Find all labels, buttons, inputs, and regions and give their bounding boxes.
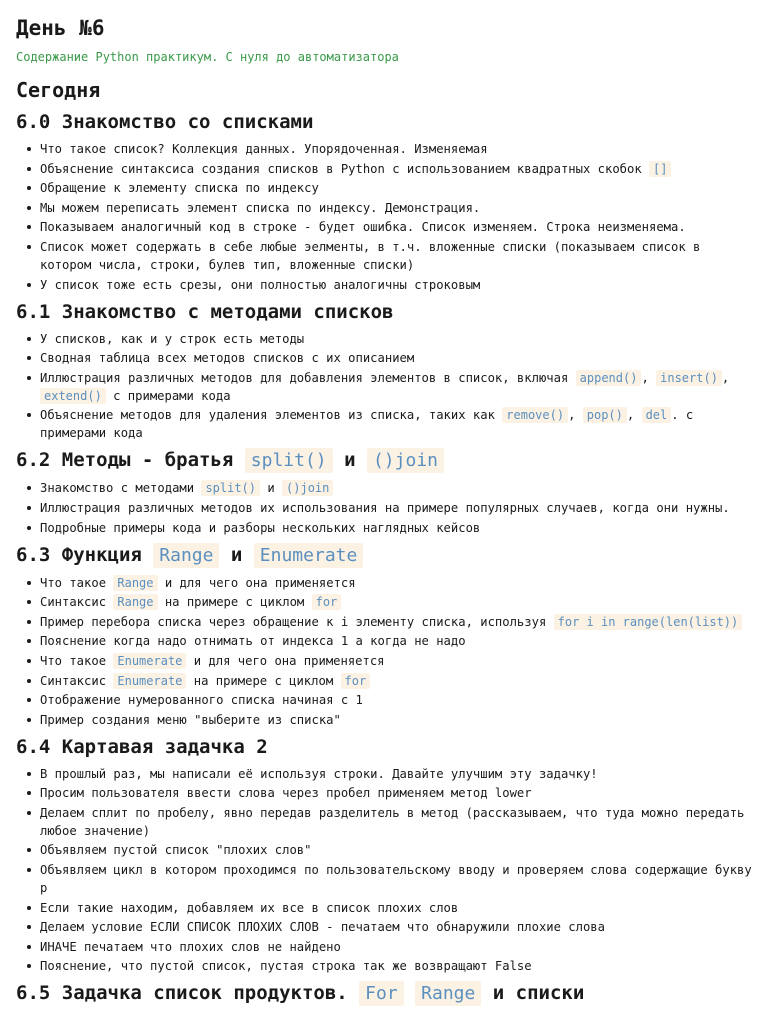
list-item: Иллюстрация различных методов для добавления элементов в список, включая append() , insert() , extend() с примерами кода <box>40 369 752 405</box>
list-item: Обращение к элементу списка по индексу <box>40 179 752 197</box>
list-item: Знакомство с методами split() и ()join <box>40 479 752 497</box>
list-item: Список может содержать в себе любые эелменты, в т.ч. вложенные списки (показываем список в котором числа, строки, булев тип, вложенные списки) <box>40 238 752 274</box>
section-6-4-list <box>16 765 752 976</box>
list-item: Объявляем цикл в котором проходимся по пользовательскому вводу и проверяем слова содержащие букву р <box>40 863 752 896</box>
list-item: Иллюстрация различных методов их использования на примере популярных случаев, когда они нужны. <box>40 499 752 517</box>
heading-code: Range <box>415 981 481 1006</box>
list-item: Объяснение синтаксиса создания списков в Python с использованием квадратных скобок [] <box>40 160 752 178</box>
list-item: Сводная таблица всех методов списков с их описанием <box>40 349 752 367</box>
section-6-1-list <box>16 330 752 443</box>
heading-code: Enumerate <box>254 543 364 568</box>
inline-code: for i in range(len(list)) <box>554 614 743 630</box>
list-item: Объявляем пустой список "плохих слов" <box>40 841 752 859</box>
list-item: Делаем условие ЕСЛИ СПИСОК ПЛОХИХ СЛОВ - печатаем что обнаружили плохие слова <box>40 918 752 936</box>
inline-code: Enumerate <box>113 673 186 689</box>
list-item: Мы можем переписать элемент списка по индексу. Демонстрация. <box>40 199 752 217</box>
heading-code: For <box>359 981 404 1006</box>
heading-code: split() <box>245 448 333 473</box>
inline-code: append() <box>576 370 642 386</box>
inline-code: Enumerate <box>113 653 186 669</box>
section-6-1-heading: 6.1 Знакомство с методами списков <box>16 300 394 323</box>
section-6-3-heading: 6.3 Функция Range и Enumerate <box>16 541 752 570</box>
inline-code: ()join <box>282 480 333 496</box>
list-item: Отображение нумерованного списка начиная с 1 <box>40 691 752 709</box>
section-6-0-heading: 6.0 Знакомство со списками <box>16 111 314 133</box>
inline-code: extend() <box>40 388 106 404</box>
list-item: ИНАЧЕ печатаем что плохих слов не найдено <box>40 938 752 956</box>
section-6-3-list <box>16 574 752 729</box>
inline-code: pop() <box>583 407 627 423</box>
inline-code: insert() <box>656 370 722 386</box>
heading-code: ()join <box>367 448 444 473</box>
section-6-5-heading: 6.5 Задачка список продуктов. For Range и списки <box>16 982 585 1005</box>
list-item: Что такое Range и для чего она применяется <box>40 574 752 592</box>
section-6-2-list <box>16 479 752 536</box>
list-item: У список тоже есть срезы, они полностью аналогичны строковым <box>40 276 752 294</box>
inline-code: for <box>341 673 371 689</box>
subtitle-link[interactable]: Содержание Python практикум. С нуля до автоматизатора <box>16 50 399 64</box>
heading-code: Range <box>153 543 219 568</box>
list-item: Делаем сплит по пробелу, явно передав разделитель в метод (рассказываем, что туда можно передать любое значение) <box>40 804 752 840</box>
list-item: В прошлый раз, мы написали её используя строки. Давайте улучшим эту задачку! <box>40 765 752 783</box>
section-6-4-heading: 6.4 Картавая задачка 2 <box>16 735 268 758</box>
list-item: Показываем аналогичный код в строке - будет ошибка. Список изменяем. Строка неизменяема. <box>40 218 752 236</box>
inline-code: Range <box>113 575 157 591</box>
list-item: Объяснение методов для удаления элементов из списка, таких как remove() , pop() , del . с примерами кода <box>40 406 752 442</box>
list-item: Синтаксис Range на примере с циклом for <box>40 593 752 611</box>
today-heading: Сегодня <box>16 78 101 102</box>
list-item: Что такое Enumerate и для чего она применяется <box>40 652 752 670</box>
inline-code: Range <box>113 594 157 610</box>
list-item: Пояснение когда надо отнимать от индекса 1 а когда не надо <box>40 632 752 650</box>
page-title: День №6 <box>16 16 105 40</box>
inline-code: split() <box>201 480 260 496</box>
list-item: Что такое список? Коллекция данных. Упорядоченная. Изменяемая <box>40 140 752 158</box>
section-6-0-list <box>16 140 752 294</box>
list-item: Подробные примеры кода и разборы нескольких наглядных кейсов <box>40 519 752 537</box>
inline-code: remove() <box>502 407 568 423</box>
list-item: Пример создания меню "выберите из списка" <box>40 711 752 729</box>
list-item: Синтаксис Enumerate на примере с циклом for <box>40 672 752 690</box>
list-item: Просим пользователя ввести слова через пробел применяем метод lower <box>40 784 752 802</box>
list-item: У списков, как и у строк есть методы <box>40 330 752 348</box>
section-6-2-heading: 6.2 Методы - братья split() и ()join <box>16 446 752 475</box>
inline-code: for <box>312 594 342 610</box>
inline-code: del <box>642 407 672 423</box>
inline-code: [] <box>649 161 671 177</box>
list-item: Если такие находим, добавляем их все в список плохих слов <box>40 899 752 917</box>
list-item: Пояснение, что пустой список, пустая строка так же возвращают False <box>40 957 752 975</box>
list-item: Пример перебора списка через обращение к i элементу списка, используя for i in range(len(list)) <box>40 613 752 631</box>
